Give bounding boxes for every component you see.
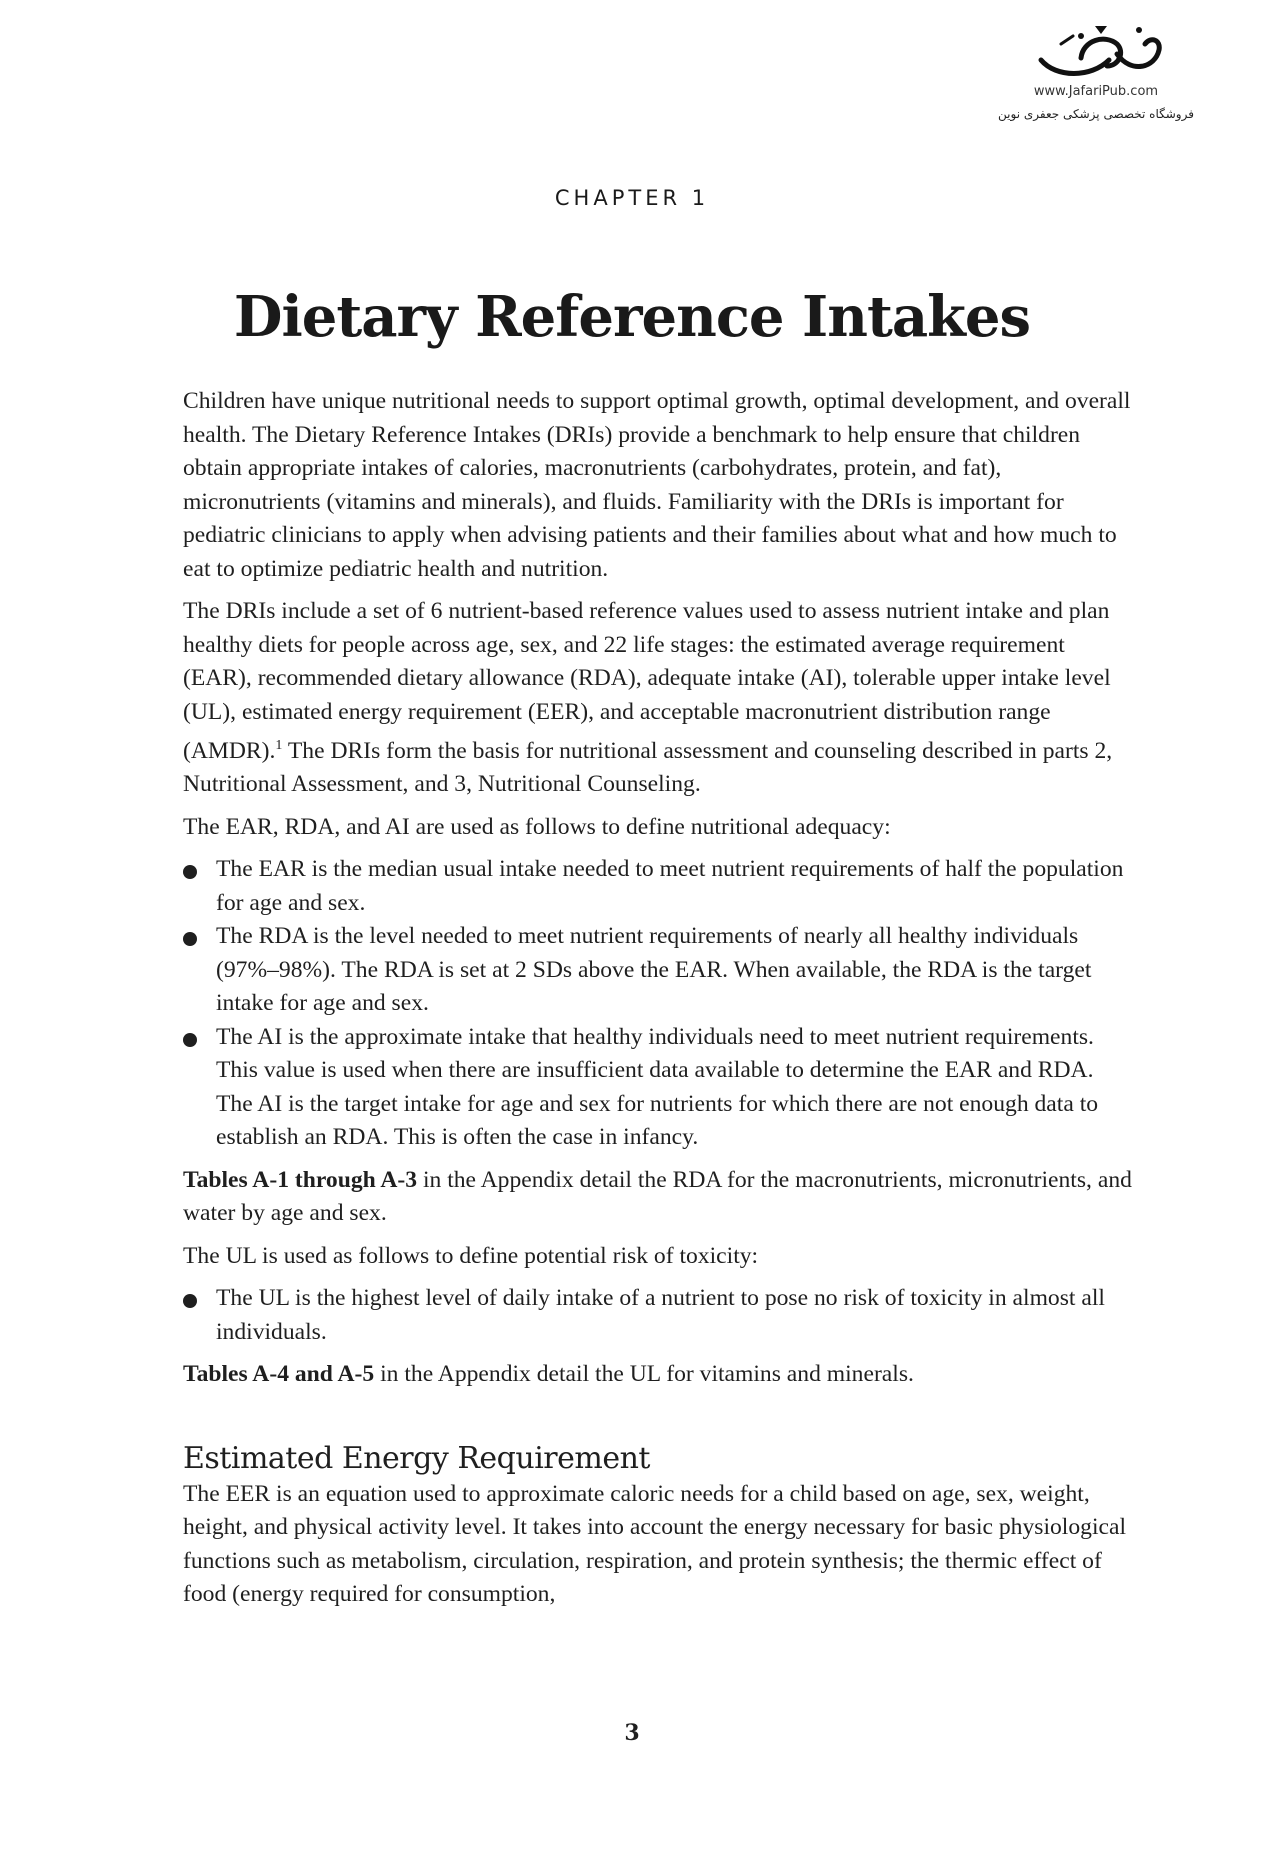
dri-values-text: The DRIs include a set of 6 nutrient-based reference values used to assess nutrient intake and plan healthy diets for people across age, sex, and 22 life stages: the estimated average requirement (EAR), recommended dietary allowance (RDA), adequate intake (AI), tolerable upper intake level (UL), estimated energy requirement (EER), and acceptable macronutrient distribution range (AMDR).	[183, 598, 1111, 764]
bullet-text: The EAR is the median usual intake needed to meet nutrient requirements of half the population for age and sex.	[216, 856, 1124, 916]
reference-superscript: 1	[275, 738, 283, 753]
intro-paragraph: Children have unique nutritional needs to support optimal growth, optimal development, and overall health. The Dietary Reference Intakes (DRIs) provide a benchmark to help ensure that children obtain appropriate intakes of calories, macronutrients (carbohydrates, protein, and fat), micronutrients (vitamins and minerals), and fluids. Familiarity with the DRIs is important for pediatric clinicians to apply when advising patients and their families about what and how much to eat to optimize pediatric health and nutrition.	[183, 388, 1131, 582]
publisher-store-name: فروشگاه تخصصی پزشکی جعفری نوین	[998, 107, 1194, 121]
toxicity-intro-paragraph: The UL is used as follows to define potential risk of toxicity:	[183, 1242, 759, 1269]
page-title: Dietary Reference Intakes	[233, 284, 1031, 350]
tables-reference-bold: Tables A-4 and A-5	[183, 1361, 375, 1388]
bullet-item-ai	[183, 1021, 1133, 1155]
ul-tables-text: in the Appendix detail the UL for vitamins and minerals.	[374, 1361, 914, 1388]
ul-tables-paragraph	[183, 1358, 1133, 1392]
toxicity-bullet-list	[183, 1282, 1133, 1349]
bullet-item-ul	[183, 1282, 1133, 1349]
adequacy-bullet-list	[183, 853, 1133, 1155]
page-number: 3	[624, 1720, 640, 1746]
publisher-watermark	[976, 20, 1216, 121]
bullet-text: The UL is the highest level of daily intake of a nutrient to pose no risk of toxicity in almost all individuals.	[216, 1285, 1105, 1345]
bullet-text: The RDA is the level needed to meet nutrient requirements of nearly all healthy individuals (97%–98%). The RDA is set at 2 SDs above the EAR. When available, the RDA is the target intake for age and sex.	[216, 923, 1092, 1017]
eer-paragraph: The EER is an equation used to approximate caloric needs for a child based on age, sex, weight, height, and physical activity level. It takes into account the energy necessary for basic physiological functions such as metabolism, circulation, respiration, and protein synthesis; the thermic effect of food (energy required for consumption,	[183, 1480, 1127, 1608]
body-text	[183, 385, 1133, 1621]
publisher-logo-icon	[1021, 20, 1171, 82]
rda-tables-paragraph	[183, 1164, 1133, 1231]
chapter-label: CHAPTER 1	[554, 186, 710, 210]
bullet-icon	[183, 932, 197, 946]
bullet-item-ear	[183, 853, 1133, 920]
dri-values-paragraph	[183, 595, 1133, 802]
tables-reference-bold: Tables A-1 through A-3	[183, 1166, 418, 1193]
section-heading: Estimated Energy Requirement	[183, 1440, 650, 1476]
dri-values-text-continued: The DRIs form the basis for nutritional assessment and counseling described in parts 2, Nutritional Assessment, and 3, Nutritional Counseling.	[183, 737, 1113, 798]
adequacy-intro-paragraph: The EAR, RDA, and AI are used as follows to define nutritional adequacy:	[183, 813, 891, 840]
bullet-text: The AI is the approximate intake that healthy individuals need to meet nutrient requirements. This value is used when there are insufficient data available to determine the EAR and RDA. The AI is the target intake for age and sex for nutrients for which there are not enough data to establish an RDA. This is often the case in infancy.	[216, 1023, 1099, 1151]
bullet-item-rda	[183, 920, 1133, 1021]
publisher-url: www.JafariPub.com	[1033, 84, 1159, 99]
bullet-icon	[183, 865, 197, 879]
rda-tables-text: in the Appendix detail the RDA for the macronutrients, micronutrients, and water by age and sex.	[183, 1166, 1132, 1227]
bullet-icon	[183, 1294, 197, 1308]
bullet-icon	[183, 1033, 197, 1047]
